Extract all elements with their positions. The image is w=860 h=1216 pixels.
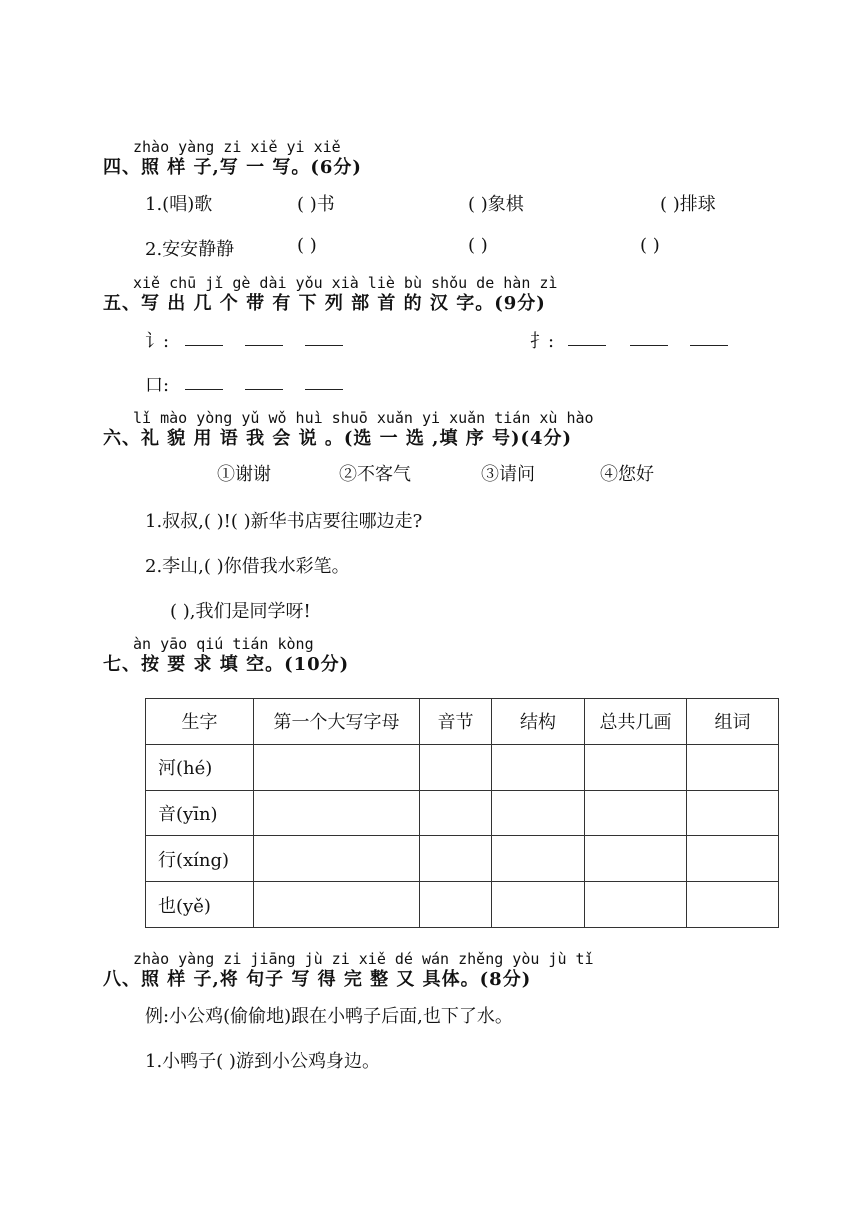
radical-kou-label: 口: bbox=[145, 375, 170, 396]
section6-pinyin: lǐ mào yòng yǔ wǒ huì shuō xuǎn yi xuǎn tián xù hào bbox=[133, 409, 594, 427]
answer-cell[interactable] bbox=[254, 744, 420, 790]
s6-question-1: 1.叔叔,( )!( )新华书店要往哪边走? bbox=[145, 511, 423, 532]
s4-line1-c: ( )象棋 bbox=[468, 194, 524, 215]
table-row bbox=[146, 744, 779, 790]
table-header-row bbox=[146, 699, 779, 745]
answer-line[interactable] bbox=[305, 389, 343, 390]
char-cell: 也(yě) bbox=[146, 882, 254, 928]
answer-cell[interactable] bbox=[687, 882, 779, 928]
answer-line[interactable] bbox=[690, 345, 728, 346]
s6-question-3: ( ),我们是同学呀! bbox=[170, 601, 311, 622]
answer-cell[interactable] bbox=[492, 744, 585, 790]
answer-line[interactable] bbox=[185, 389, 223, 390]
answer-cell[interactable] bbox=[687, 790, 779, 836]
answer-cell[interactable] bbox=[254, 790, 420, 836]
answer-cell[interactable] bbox=[492, 836, 585, 882]
answer-line[interactable] bbox=[305, 345, 343, 346]
s4-line1-b: ( )书 bbox=[297, 194, 335, 215]
radical-yan-label: 讠: bbox=[145, 331, 170, 352]
option-4: ④您好 bbox=[600, 464, 654, 485]
s8-example: 例:小公鸡(偷偷地)跟在小鸭子后面,也下了水。 bbox=[145, 1006, 513, 1027]
answer-cell[interactable] bbox=[492, 882, 585, 928]
answer-line[interactable] bbox=[185, 345, 223, 346]
table-header-cell: 结构 bbox=[492, 699, 585, 745]
answer-cell[interactable] bbox=[254, 836, 420, 882]
table-header-cell: 第一个大写字母 bbox=[254, 699, 420, 745]
table-row bbox=[146, 790, 779, 836]
section4-heading: 四、照 样 子,写 一 写。(6分) bbox=[103, 157, 362, 178]
answer-line[interactable] bbox=[630, 345, 668, 346]
radical-shou-label: 扌: bbox=[530, 331, 555, 352]
table-header-cell: 音节 bbox=[420, 699, 492, 745]
section8-pinyin: zhào yàng zi jiāng jù zi xiě dé wán zhěng yòu jù tǐ bbox=[133, 950, 594, 968]
section5-pinyin: xiě chū jǐ gè dài yǒu xià liè bù shǒu de hàn zì bbox=[133, 274, 558, 292]
answer-cell[interactable] bbox=[585, 882, 687, 928]
s4-line2-d: ( ) bbox=[640, 235, 660, 256]
s6-question-2: 2.李山,( )你借我水彩笔。 bbox=[145, 556, 350, 577]
answer-cell[interactable] bbox=[687, 744, 779, 790]
table-header-cell: 总共几画 bbox=[585, 699, 687, 745]
option-3: ③请问 bbox=[481, 464, 535, 485]
table-header-cell: 生字 bbox=[146, 699, 254, 745]
table-row bbox=[146, 882, 779, 928]
char-cell: 音(yīn) bbox=[146, 790, 254, 836]
s4-line2-a: 2.安安静静 bbox=[145, 239, 235, 260]
answer-cell[interactable] bbox=[420, 744, 492, 790]
answer-cell[interactable] bbox=[492, 790, 585, 836]
s4-line1-a: 1.(唱)歌 bbox=[145, 194, 213, 215]
answer-line[interactable] bbox=[568, 345, 606, 346]
fill-in-table bbox=[145, 698, 779, 928]
section8-heading: 八、照 样 子,将 句子 写 得 完 整 又 具体。(8分) bbox=[103, 969, 532, 990]
answer-cell[interactable] bbox=[687, 836, 779, 882]
answer-cell[interactable] bbox=[420, 882, 492, 928]
s4-line1-d: ( )排球 bbox=[660, 194, 716, 215]
answer-cell[interactable] bbox=[420, 836, 492, 882]
section7-pinyin: àn yāo qiú tián kòng bbox=[133, 635, 314, 653]
answer-cell[interactable] bbox=[420, 790, 492, 836]
char-cell: 河(hé) bbox=[146, 744, 254, 790]
table-row bbox=[146, 836, 779, 882]
char-cell: 行(xíng) bbox=[146, 836, 254, 882]
option-1: ①谢谢 bbox=[217, 464, 271, 485]
s4-line2-c: ( ) bbox=[468, 235, 488, 256]
section5-heading: 五、写 出 几 个 带 有 下 列 部 首 的 汉 字。(9分) bbox=[103, 293, 546, 314]
s8-question-1: 1.小鸭子( )游到小公鸡身边。 bbox=[145, 1051, 380, 1072]
section4-pinyin: zhào yàng zi xiě yi xiě bbox=[133, 138, 341, 156]
option-2: ②不客气 bbox=[339, 464, 411, 485]
answer-cell[interactable] bbox=[585, 790, 687, 836]
section7-heading: 七、按 要 求 填 空。(10分) bbox=[103, 654, 350, 675]
section6-heading: 六、礼 貌 用 语 我 会 说 。(选 一 选 ,填 序 号)(4分) bbox=[103, 428, 573, 449]
answer-line[interactable] bbox=[245, 345, 283, 346]
answer-cell[interactable] bbox=[254, 882, 420, 928]
answer-line[interactable] bbox=[245, 389, 283, 390]
answer-cell[interactable] bbox=[585, 744, 687, 790]
answer-cell[interactable] bbox=[585, 836, 687, 882]
table-header-cell: 组词 bbox=[687, 699, 779, 745]
s4-line2-b: ( ) bbox=[297, 235, 317, 256]
